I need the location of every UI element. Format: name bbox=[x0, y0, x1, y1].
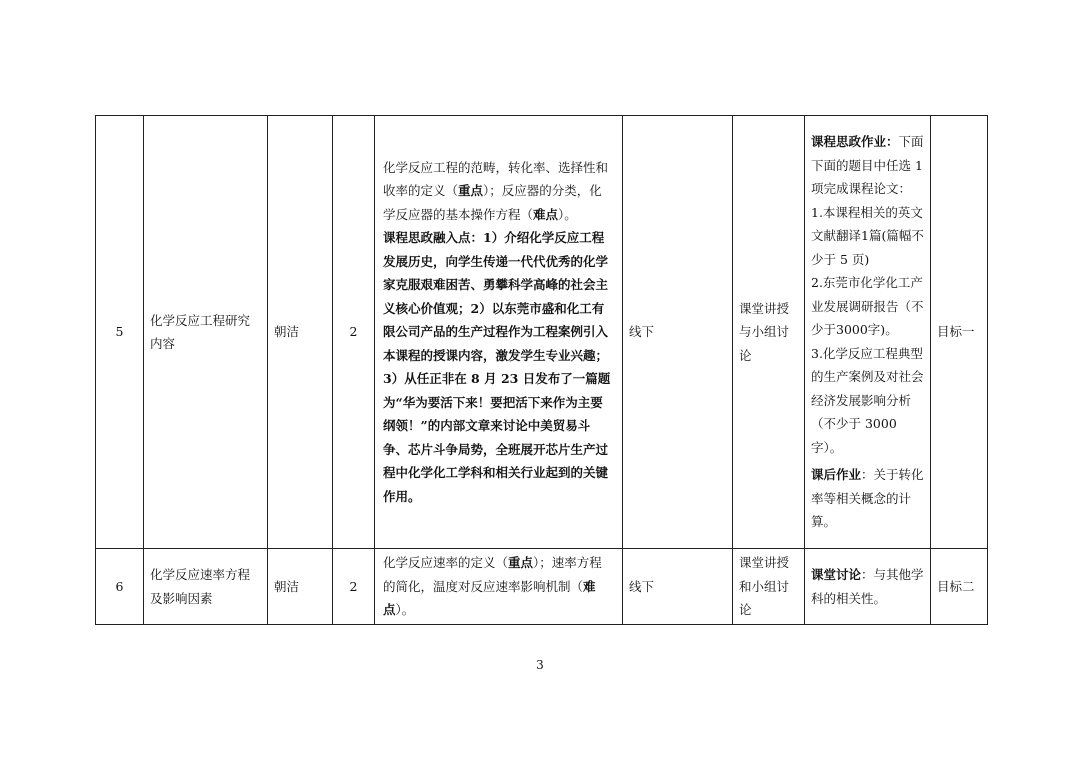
content-cell bbox=[375, 116, 623, 549]
method-cell: 课堂讲授与小组讨论 bbox=[733, 116, 805, 549]
teacher-cell: 朝洁 bbox=[268, 116, 333, 549]
difficult-point-label: 难点 bbox=[383, 578, 596, 618]
method-cell: 课堂讲授和小组讨论 bbox=[733, 549, 805, 625]
row-number: 6 bbox=[96, 549, 144, 625]
homework-label: 课后作业 bbox=[811, 467, 862, 483]
homework-label: 课堂讨论 bbox=[811, 567, 862, 582]
hours-cell: 2 bbox=[333, 549, 375, 625]
table-row bbox=[96, 549, 988, 625]
content-text: 化学反应工程的范畴，转化率、选择性和收率的定义（ bbox=[383, 159, 609, 199]
content-text: ）。 bbox=[558, 206, 577, 222]
page-number: 3 bbox=[536, 658, 544, 672]
hours-cell: 2 bbox=[333, 116, 375, 549]
ideological-homework bbox=[811, 130, 924, 201]
row-number: 5 bbox=[96, 116, 144, 549]
homework-item: 3.化学反应工程典型的生产案例及对社会经济发展影响分析（不少于 3000 字）。 bbox=[811, 345, 924, 455]
content-text: ）；反应器的分类，化学反应器的基本操作方程（ bbox=[383, 183, 602, 222]
target-cell: 目标一 bbox=[931, 116, 988, 549]
after-class-homework bbox=[811, 463, 924, 534]
homework-text: ：关于转化率等相关概念的计算。 bbox=[811, 467, 924, 530]
topic-cell: 化学反应工程研究内容 bbox=[144, 116, 268, 549]
table-row bbox=[96, 116, 988, 549]
difficult-point-label: 难点 bbox=[533, 206, 559, 222]
course-schedule-table bbox=[95, 115, 988, 625]
homework-label: 课程思政作业： bbox=[811, 134, 899, 150]
key-point-label: 重点 bbox=[508, 555, 534, 571]
key-point-label: 重点 bbox=[458, 183, 484, 199]
homework-cell bbox=[805, 116, 931, 549]
ideological-integration-text: 课程思政融入点：1）介绍化学反应工程发展历史，向学生传递一代代优秀的化学家克服艰难困苦、勇攀科学高峰的社会主义核心价值观；2）以东莞市盛和化工有限公司产品的生产过程作为工程案例引入本课程的授课内容，激发学生专业兴趣；3）从任正非在 8 月 23 日发布了一篇题为“华为要活下来！要把活下来作为主要纲领！”的内部文章来讨论中美贸易斗争、芯片斗争局势，全班展开芯片生产过程中化学化工学科和相关行业起到的关键作用。 bbox=[383, 230, 611, 504]
homework-item: 2.东莞市化学化工产业发展调研报告（不少于3000字)。 bbox=[811, 275, 924, 338]
homework-text: ：与其他学科的相关性。 bbox=[811, 567, 924, 606]
content-cell bbox=[375, 549, 623, 625]
homework-item: 1.本课程相关的英文文献翻译1篇(篇幅不少于 5 页) bbox=[811, 204, 924, 267]
content-text: ）；速率方程的简化，温度对反应速率影响机制（ bbox=[383, 555, 602, 594]
teacher-cell: 朝洁 bbox=[268, 549, 333, 625]
format-cell: 线下 bbox=[623, 549, 733, 625]
content-text: ）。 bbox=[395, 602, 415, 618]
homework-text: 下面下面的题目中任选 1 项完成课程论文： bbox=[811, 134, 924, 197]
format-cell: 线下 bbox=[623, 116, 733, 549]
topic-cell: 化学反应速率方程及影响因素 bbox=[144, 549, 268, 625]
content-text: 化学反应速率的定义（ bbox=[383, 555, 509, 571]
target-cell: 目标二 bbox=[931, 549, 988, 625]
homework-cell bbox=[805, 549, 931, 625]
